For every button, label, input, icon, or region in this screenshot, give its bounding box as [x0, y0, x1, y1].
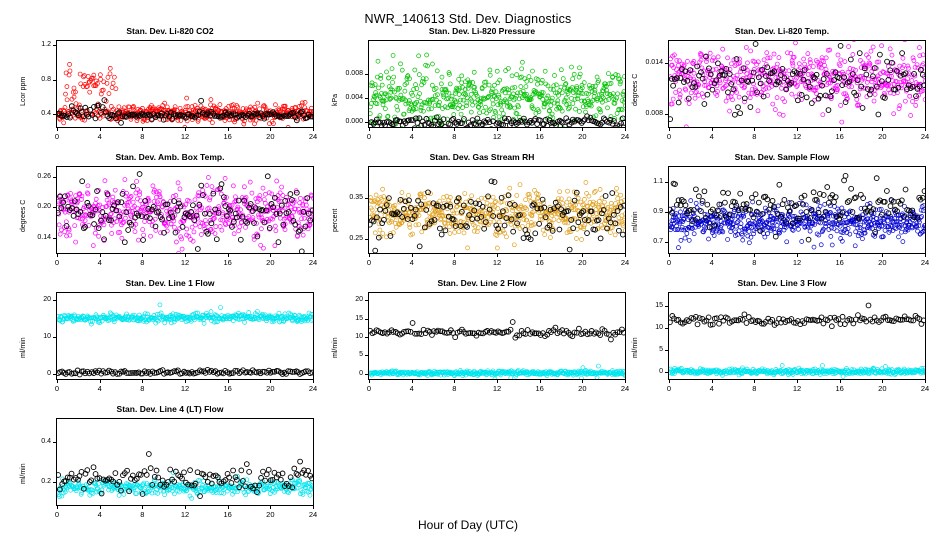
x-tick-label: 20 [878, 384, 887, 393]
plot-area [668, 40, 926, 128]
x-tick-mark [57, 128, 58, 131]
y-axis-label: Lcor ppm [20, 76, 27, 106]
y-tick-mark [365, 300, 368, 301]
y-tick-mark [53, 114, 56, 115]
x-tick-label: 0 [54, 384, 60, 393]
x-tick-mark [228, 254, 229, 257]
x-tick-label: 4 [409, 384, 414, 393]
y-tick-mark [53, 238, 56, 239]
y-tick-mark [365, 319, 368, 320]
x-tick-label: 20 [578, 384, 587, 393]
y-tick-label: 15 [655, 302, 663, 310]
x-tick-label: 24 [308, 258, 318, 267]
x-tick-label: 20 [878, 258, 887, 267]
x-tick-label: 20 [578, 258, 587, 267]
x-tick-mark [582, 254, 583, 257]
x-tick-label: 4 [97, 132, 102, 141]
plot-area [668, 292, 926, 380]
x-tick-label: 0 [54, 258, 60, 267]
x-tick-label: 8 [752, 132, 757, 141]
x-tick-mark [882, 128, 883, 131]
x-tick-label: 24 [920, 384, 930, 393]
y-tick-mark [365, 74, 368, 75]
x-tick-label: 0 [54, 510, 60, 519]
plot-area [368, 292, 626, 380]
x-tick-label: 0 [366, 384, 372, 393]
y-tick-label: 1.1 [653, 178, 663, 186]
x-tick-mark [100, 254, 101, 257]
x-tick-label: 4 [97, 510, 102, 519]
y-tick-mark [665, 350, 668, 351]
y-axis-label: degrees C [632, 73, 639, 106]
chart-title: Stan. Dev. Line 1 Flow [125, 278, 215, 288]
y-tick-mark [53, 374, 56, 375]
x-tick-mark [625, 254, 626, 257]
x-tick-mark [313, 128, 314, 131]
x-tick-mark [185, 380, 186, 383]
plot-area [368, 166, 626, 254]
x-tick-mark [412, 254, 413, 257]
y-tick-mark [665, 114, 668, 115]
x-tick-label: 0 [666, 384, 672, 393]
x-tick-mark [925, 380, 926, 383]
x-tick-mark [497, 128, 498, 131]
y-tick-mark [365, 337, 368, 338]
x-tick-mark [369, 254, 370, 257]
x-tick-label: 24 [620, 384, 630, 393]
x-tick-mark [454, 254, 455, 257]
x-tick-mark [882, 254, 883, 257]
y-axis-label: ml/min [20, 337, 27, 358]
plot-area [56, 418, 314, 506]
x-tick-mark [57, 506, 58, 509]
x-tick-mark [313, 506, 314, 509]
x-tick-mark [228, 380, 229, 383]
x-tick-label: 4 [97, 384, 102, 393]
y-tick-label: 0.008 [645, 110, 663, 118]
x-tick-label: 8 [140, 510, 145, 519]
x-tick-mark [142, 128, 143, 131]
x-tick-mark [185, 254, 186, 257]
x-tick-mark [313, 380, 314, 383]
chart-title: Stan. Dev. Li-820 Temp. [734, 26, 830, 36]
y-tick-label: 15 [355, 314, 363, 322]
plot-area [56, 40, 314, 128]
x-tick-label: 24 [620, 132, 630, 141]
chart-panel-li820-co2 [22, 26, 318, 156]
x-tick-mark [454, 128, 455, 131]
x-tick-mark [142, 380, 143, 383]
y-tick-label: 0.9 [653, 208, 663, 216]
y-tick-mark [365, 198, 368, 199]
chart-title: Stan. Dev. Amb. Box Temp. [115, 152, 225, 162]
x-tick-label: 16 [535, 258, 544, 267]
y-tick-mark [665, 242, 668, 243]
x-tick-label: 8 [140, 132, 145, 141]
x-tick-label: 4 [97, 258, 102, 267]
x-tick-label: 12 [180, 258, 190, 267]
x-tick-mark [582, 380, 583, 383]
chart-panel-line4-lt-flow [22, 404, 318, 534]
x-tick-label: 8 [752, 258, 757, 267]
x-tick-mark [540, 254, 541, 257]
x-tick-mark [754, 128, 755, 131]
x-tick-label: 24 [308, 132, 318, 141]
y-tick-label: 0.20 [37, 203, 51, 211]
plot-area [56, 166, 314, 254]
x-tick-label: 20 [266, 258, 275, 267]
y-tick-mark [365, 355, 368, 356]
x-tick-mark [270, 128, 271, 131]
x-tick-label: 16 [835, 132, 844, 141]
x-tick-label: 0 [366, 258, 372, 267]
chart-title: Stan. Dev. Line 3 Flow [737, 278, 827, 288]
x-tick-label: 12 [180, 384, 190, 393]
y-tick-mark [53, 300, 56, 301]
x-tick-mark [412, 380, 413, 383]
x-tick-label: 16 [835, 384, 844, 393]
chart-panel-line3-flow [634, 278, 930, 408]
x-tick-mark [925, 128, 926, 131]
x-tick-label: 20 [578, 132, 587, 141]
chart-title: Stan. Dev. Line 2 Flow [437, 278, 527, 288]
y-tick-mark [53, 80, 56, 81]
y-tick-label: 0.014 [645, 58, 663, 66]
y-tick-label: 0.8 [41, 75, 51, 83]
y-tick-label: 0.4 [41, 110, 51, 118]
x-tick-label: 24 [920, 258, 930, 267]
x-tick-mark [142, 254, 143, 257]
page-title: NWR_140613 Std. Dev. Diagnostics [364, 12, 572, 27]
y-tick-label: 5 [659, 346, 663, 354]
chart-title: Stan. Dev. Li-820 Pressure [428, 26, 536, 36]
y-tick-label: 10 [355, 332, 363, 340]
x-tick-label: 12 [492, 384, 502, 393]
x-tick-label: 4 [709, 132, 714, 141]
y-tick-label: 0 [359, 369, 363, 377]
x-tick-label: 20 [266, 384, 275, 393]
chart-panel-line1-flow [22, 278, 318, 408]
x-tick-mark [497, 380, 498, 383]
x-tick-mark [142, 506, 143, 509]
y-tick-label: 0.2 [41, 477, 51, 485]
x-tick-mark [625, 380, 626, 383]
x-tick-label: 24 [920, 132, 930, 141]
x-tick-mark [840, 380, 841, 383]
y-tick-mark [53, 45, 56, 46]
x-tick-mark [369, 128, 370, 131]
x-tick-label: 24 [308, 384, 318, 393]
x-tick-mark [497, 254, 498, 257]
y-tick-label: 0.008 [345, 70, 363, 78]
x-tick-label: 4 [409, 258, 414, 267]
x-tick-mark [669, 128, 670, 131]
x-tick-label: 20 [266, 132, 275, 141]
y-axis-label: degrees C [20, 199, 27, 232]
y-tick-mark [53, 442, 56, 443]
x-tick-mark [712, 254, 713, 257]
y-tick-label: 0.7 [653, 238, 663, 246]
x-tick-label: 16 [835, 258, 844, 267]
x-tick-label: 16 [223, 132, 232, 141]
y-tick-label: 0.14 [37, 233, 51, 241]
x-tick-mark [625, 128, 626, 131]
chart-title: Stan. Dev. Line 4 (LT) Flow [116, 404, 224, 414]
x-tick-label: 8 [140, 258, 145, 267]
x-tick-mark [185, 506, 186, 509]
x-axis-label: Hour of Day (UTC) [417, 518, 518, 532]
chart-panel-gas-stream-rh [334, 152, 630, 282]
y-tick-mark [665, 182, 668, 183]
y-tick-label: 5 [359, 351, 363, 359]
plot-area [56, 292, 314, 380]
y-axis-label: ml/min [332, 337, 339, 358]
x-tick-mark [270, 506, 271, 509]
y-tick-label: 1.2 [41, 41, 51, 49]
x-tick-mark [840, 254, 841, 257]
x-tick-mark [797, 254, 798, 257]
x-tick-mark [100, 128, 101, 131]
x-tick-mark [754, 254, 755, 257]
y-tick-mark [53, 337, 56, 338]
x-tick-label: 0 [54, 132, 60, 141]
y-axis-label: ml/min [632, 211, 639, 232]
y-tick-mark [53, 482, 56, 483]
x-tick-mark [270, 380, 271, 383]
x-tick-mark [669, 380, 670, 383]
x-tick-mark [454, 380, 455, 383]
x-tick-mark [369, 380, 370, 383]
plot-area [368, 40, 626, 128]
x-tick-mark [797, 128, 798, 131]
plot-area [668, 166, 926, 254]
x-tick-mark [228, 128, 229, 131]
y-axis-label: kPa [332, 93, 339, 106]
x-tick-label: 8 [452, 384, 457, 393]
x-tick-mark [712, 380, 713, 383]
x-tick-label: 8 [452, 132, 457, 141]
y-tick-label: 10 [655, 324, 663, 332]
x-tick-label: 0 [366, 132, 372, 141]
x-tick-label: 4 [709, 258, 714, 267]
y-tick-mark [665, 212, 668, 213]
x-tick-mark [185, 128, 186, 131]
x-tick-mark [882, 380, 883, 383]
y-axis-label: percent [332, 208, 339, 232]
x-tick-label: 16 [223, 384, 232, 393]
x-tick-label: 12 [492, 132, 502, 141]
x-tick-label: 24 [620, 258, 630, 267]
y-tick-mark [365, 374, 368, 375]
x-tick-mark [540, 128, 541, 131]
chart-title: Stan. Dev. Sample Flow [734, 152, 830, 162]
chart-title: Stan. Dev. Gas Stream RH [429, 152, 535, 162]
y-tick-label: 20 [43, 296, 51, 304]
x-tick-label: 8 [752, 384, 757, 393]
y-tick-label: 0 [659, 368, 663, 376]
x-tick-mark [412, 128, 413, 131]
y-axis-label: ml/min [20, 463, 27, 484]
y-tick-mark [365, 98, 368, 99]
x-tick-mark [100, 380, 101, 383]
y-tick-label: 10 [43, 332, 51, 340]
x-tick-label: 12 [180, 510, 190, 519]
x-tick-label: 8 [140, 384, 145, 393]
y-axis-label: ml/min [632, 337, 639, 358]
x-tick-label: 0 [666, 132, 672, 141]
x-tick-mark [540, 380, 541, 383]
y-tick-mark [365, 122, 368, 123]
y-tick-mark [365, 239, 368, 240]
y-tick-mark [665, 63, 668, 64]
chart-panel-li820-temp [634, 26, 930, 156]
x-tick-mark [669, 254, 670, 257]
y-tick-mark [665, 306, 668, 307]
x-tick-label: 12 [792, 384, 802, 393]
x-tick-label: 0 [666, 258, 672, 267]
y-tick-mark [53, 207, 56, 208]
chart-panel-amb-box-temp [22, 152, 318, 282]
y-tick-label: 0.004 [345, 94, 363, 102]
x-tick-label: 12 [180, 132, 190, 141]
x-tick-mark [925, 254, 926, 257]
x-tick-label: 24 [308, 510, 318, 519]
x-tick-mark [754, 380, 755, 383]
y-tick-mark [665, 328, 668, 329]
x-tick-label: 20 [266, 510, 275, 519]
chart-panel-li820-pressure [334, 26, 630, 156]
x-tick-label: 20 [878, 132, 887, 141]
x-tick-label: 12 [492, 258, 502, 267]
x-tick-mark [797, 380, 798, 383]
x-tick-mark [57, 380, 58, 383]
chart-panel-line2-flow [334, 278, 630, 408]
chart-panel-sample-flow [634, 152, 930, 282]
y-tick-label: 0.000 [345, 118, 363, 126]
x-tick-label: 12 [792, 132, 802, 141]
x-tick-mark [712, 128, 713, 131]
y-tick-mark [53, 177, 56, 178]
x-tick-label: 16 [223, 510, 232, 519]
x-tick-mark [270, 254, 271, 257]
x-tick-label: 16 [223, 258, 232, 267]
y-tick-label: 0.4 [41, 438, 51, 446]
x-tick-label: 8 [452, 258, 457, 267]
y-tick-label: 20 [355, 296, 363, 304]
x-tick-mark [582, 128, 583, 131]
y-tick-label: 0.35 [349, 193, 363, 201]
x-tick-label: 16 [535, 132, 544, 141]
x-tick-mark [228, 506, 229, 509]
x-tick-mark [313, 254, 314, 257]
x-tick-mark [100, 506, 101, 509]
chart-title: Stan. Dev. Li-820 CO2 [126, 26, 214, 36]
y-tick-label: 0.26 [37, 173, 51, 181]
x-tick-label: 4 [409, 132, 414, 141]
x-tick-label: 12 [792, 258, 802, 267]
x-tick-label: 16 [535, 384, 544, 393]
x-tick-mark [57, 254, 58, 257]
y-tick-label: 0 [47, 369, 51, 377]
x-tick-label: 4 [709, 384, 714, 393]
y-tick-label: 0.25 [349, 234, 363, 242]
x-tick-mark [840, 128, 841, 131]
y-tick-mark [665, 372, 668, 373]
